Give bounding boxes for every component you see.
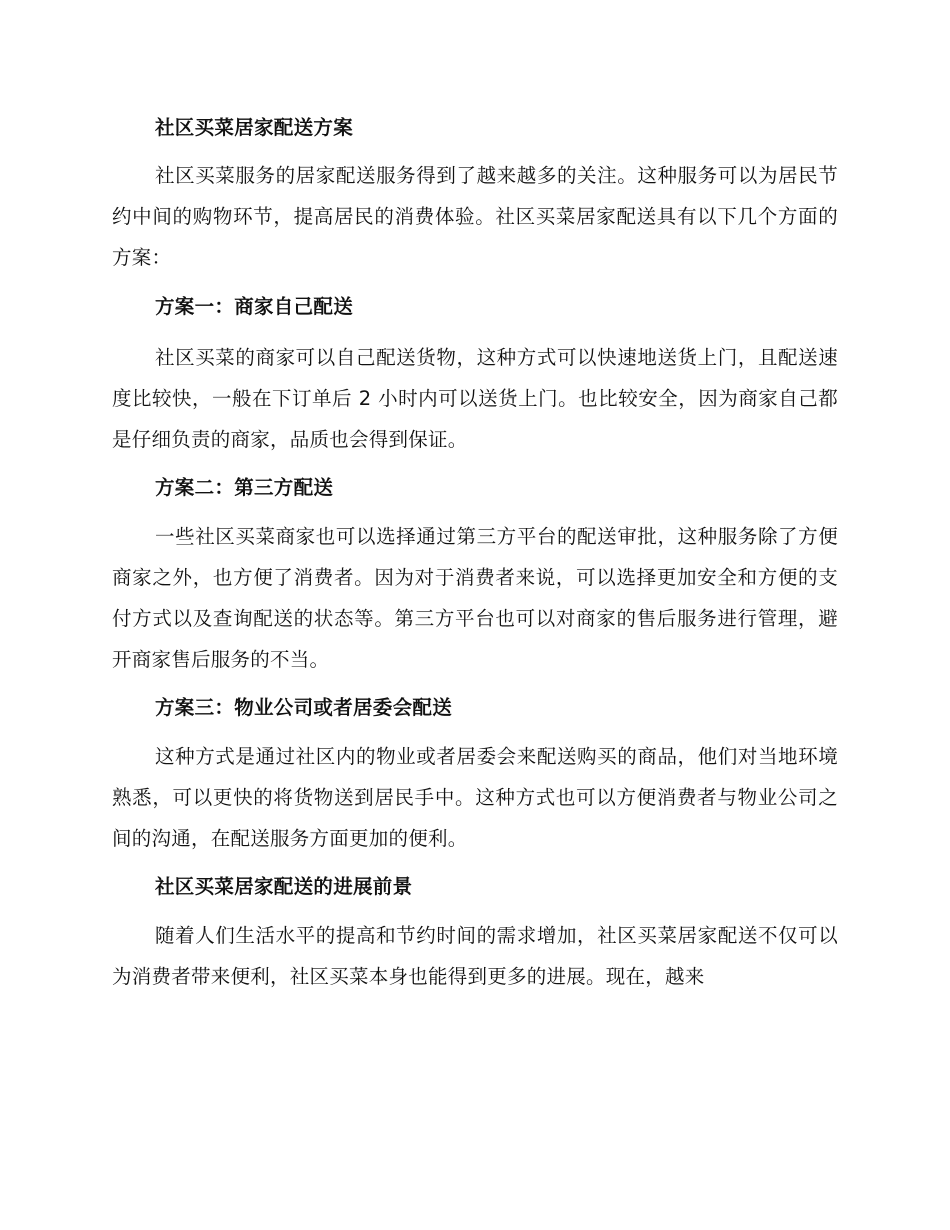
intro-paragraph: 社区买菜服务的居家配送服务得到了越来越多的关注。这种服务可以为居民节约中间的购物环节，提高居民的消费体验。社区买菜居家配送具有以下几个方面的方案： bbox=[112, 164, 838, 269]
document-title: 社区买菜居家配送方案 bbox=[155, 116, 354, 139]
section-body-prospects: 随着人们生活水平的提高和节约时间的需求增加，社区买菜居家配送不仅可以为消费者带来便利，社区买菜本身也能得到更多的进展。现在，越来 bbox=[112, 924, 838, 988]
section-heading-prospects: 社区买菜居家配送的进展前景 bbox=[155, 875, 413, 898]
section-body-plan-one: 社区买菜的商家可以自己配送货物，这种方式可以快速地送货上门，且配送速度比较快，一般在下订单后 2 小时内可以送货上门。也比较安全，因为商家自己都是仔细负责的商家，品质也会得到保证。 bbox=[112, 346, 838, 451]
section-body-plan-three: 这种方式是通过社区内的物业或者居委会来配送购买的商品，他们对当地环境熟悉，可以更快的将货物送到居民手中。这种方式也可以方便消费者与物业公司之间的沟通，在配送服务方面更加的便利。 bbox=[112, 745, 838, 850]
section-heading-plan-three: 方案三：物业公司或者居委会配送 bbox=[155, 696, 453, 719]
section-heading-plan-two: 方案二：第三方配送 bbox=[155, 476, 334, 499]
section-heading-plan-one: 方案一：商家自己配送 bbox=[155, 295, 354, 318]
section-body-plan-two: 一些社区买菜商家也可以选择通过第三方平台的配送审批，这种服务除了方便商家之外，也方便了消费者。因为对于消费者来说，可以选择更加安全和方便的支付方式以及查询配送的状态等。第三方平台也可以对商家的售后服务进行管理，避开商家售后服务的不当。 bbox=[112, 525, 838, 671]
